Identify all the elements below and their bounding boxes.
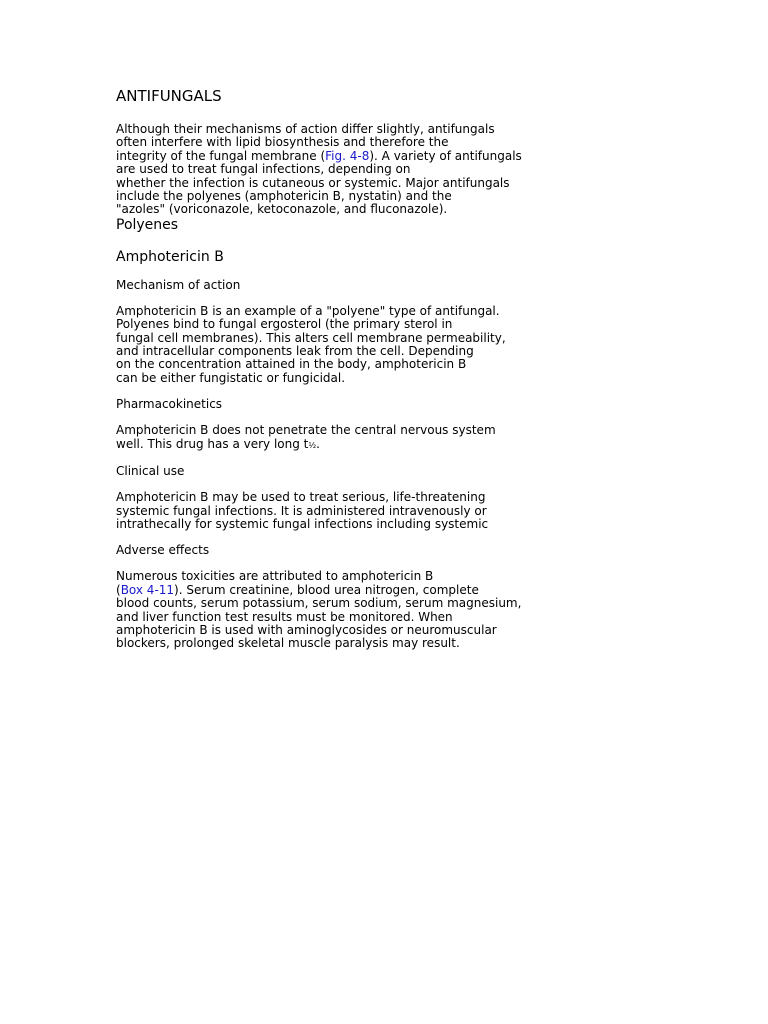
half-life-subscript: ½: [308, 440, 317, 450]
text-line: [116, 584, 676, 597]
text-line: Amphotericin B does not penetrate the central nervous system: [116, 423, 496, 438]
pharmacokinetics-paragraph: [116, 424, 676, 452]
text-line: amphotericin B is used with aminoglycosides or neuromuscular: [116, 622, 497, 637]
text-fragment: (: [116, 582, 121, 597]
section-heading-polyenes: Polyenes: [116, 216, 179, 233]
text-fragment: ). A variety of antifungals: [369, 148, 522, 163]
box-link[interactable]: Box 4-11: [120, 582, 175, 597]
text-line: on the concentration attained in the body, amphotericin B: [116, 357, 467, 372]
text-line: "azoles" (voriconazole, ketoconazole, and fluconazole).: [116, 202, 448, 217]
heading-mechanism-of-action: Mechanism of action: [116, 277, 241, 292]
text-fragment: integrity of the fungal membrane (: [116, 148, 326, 163]
text-line: intrathecally for systemic fungal infections including systemic: [116, 516, 489, 531]
text-fragment: .: [316, 436, 320, 451]
text-line: systemic fungal infections. It is administered intravenously or: [116, 503, 487, 518]
text-line: blood counts, serum potassium, serum sodium, serum magnesium,: [116, 596, 522, 611]
text-line: Polyenes bind to fungal ergosterol (the primary sterol in: [116, 317, 453, 332]
heading-pharmacokinetics: Pharmacokinetics: [116, 397, 223, 412]
text-line: Amphotericin B is an example of a "polyene" type of antifungal.: [116, 303, 500, 318]
text-line: whether the infection is cutaneous or systemic. Major antifungals: [116, 175, 510, 190]
subsection-heading-amphotericin-b: Amphotericin B: [116, 248, 224, 265]
text-line: Although their mechanisms of action differ slightly, antifungals: [116, 122, 495, 136]
text-line: include the polyenes (amphotericin B, nystatin) and the: [116, 189, 452, 204]
text-fragment: ). Serum creatinine, blood urea nitrogen, complete: [174, 582, 479, 597]
page-title: ANTIFUNGALS: [116, 87, 222, 105]
text-line: [116, 438, 676, 452]
text-line: and intracellular components leak from the cell. Depending: [116, 344, 474, 359]
text-fragment: well. This drug has a very long t: [116, 436, 309, 451]
mechanism-paragraph: [116, 305, 676, 385]
text-line: Amphotericin B may be used to treat serious, life-threatening: [116, 490, 486, 505]
text-line: can be either fungistatic or fungicidal.: [116, 370, 346, 385]
text-line: [116, 150, 676, 163]
text-line: fungal cell membranes). This alters cell membrane permeability,: [116, 330, 506, 345]
text-line: and liver function test results must be monitored. When: [116, 609, 453, 624]
document-page: [116, 86, 676, 651]
text-line: blockers, prolonged skeletal muscle paralysis may result.: [116, 636, 460, 651]
clinical-use-paragraph: [116, 491, 676, 531]
text-line: Numerous toxicities are attributed to amphotericin B: [116, 569, 434, 584]
heading-adverse-effects: Adverse effects: [116, 543, 210, 558]
text-line: often interfere with lipid biosynthesis and therefore the: [116, 135, 449, 150]
figure-link[interactable]: Fig. 4-8: [325, 148, 370, 163]
intro-paragraph: [116, 123, 676, 217]
text-line: are used to treat fungal infections, depending on: [116, 162, 411, 177]
adverse-effects-paragraph: [116, 570, 676, 650]
heading-clinical-use: Clinical use: [116, 464, 185, 479]
